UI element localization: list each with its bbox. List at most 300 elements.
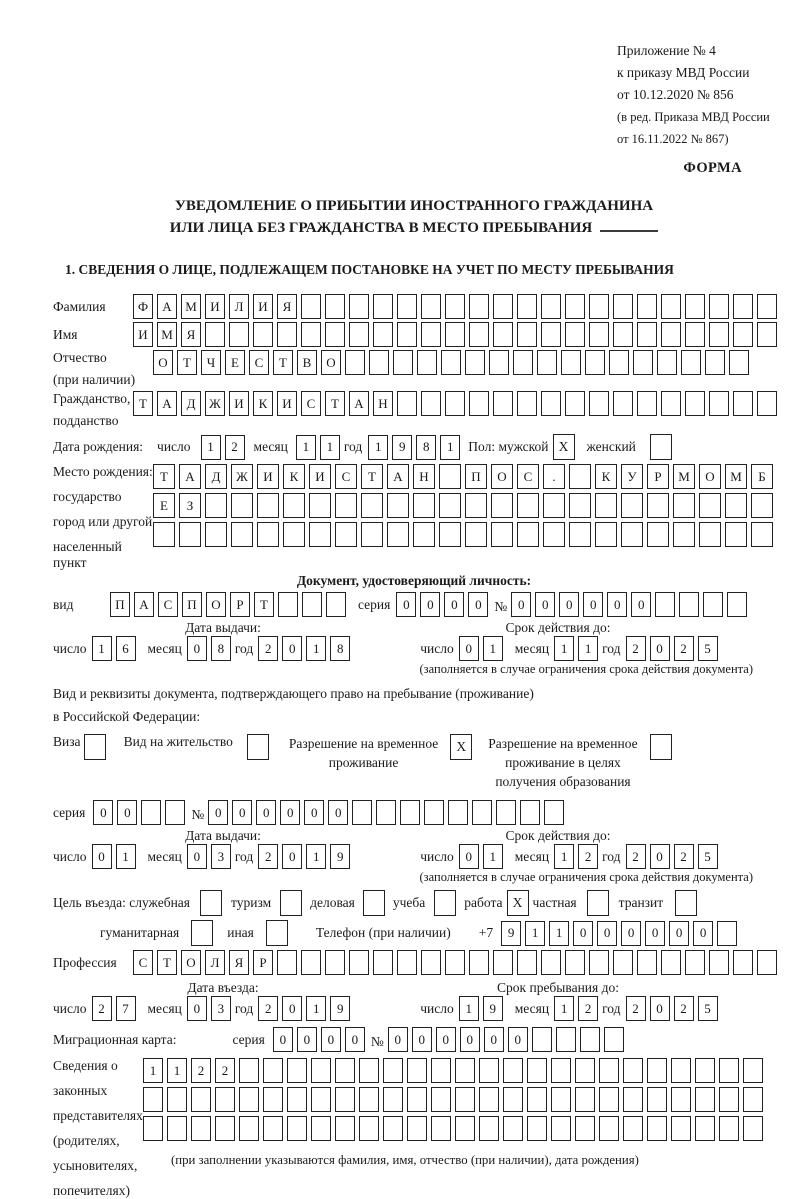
char-cell[interactable]: 2 bbox=[258, 844, 278, 869]
char-cell[interactable]: Т bbox=[273, 350, 293, 375]
char-cell[interactable] bbox=[719, 1116, 739, 1141]
char-cell[interactable]: 5 bbox=[698, 996, 718, 1021]
char-cell[interactable]: Л bbox=[205, 950, 225, 975]
char-cell[interactable]: 0 bbox=[583, 592, 603, 617]
char-cell[interactable] bbox=[302, 592, 322, 617]
char-cell[interactable] bbox=[637, 950, 657, 975]
char-cell[interactable]: 1 bbox=[554, 996, 574, 1021]
char-cell[interactable] bbox=[455, 1116, 475, 1141]
char-cell[interactable]: О bbox=[699, 464, 721, 489]
char-cell[interactable]: 0 bbox=[444, 592, 464, 617]
char-cell[interactable] bbox=[595, 522, 617, 547]
char-cell[interactable]: 0 bbox=[459, 636, 479, 661]
char-cell[interactable] bbox=[239, 1087, 259, 1112]
char-cell[interactable] bbox=[359, 1058, 379, 1083]
char-cell[interactable] bbox=[349, 322, 369, 347]
char-cell[interactable] bbox=[441, 350, 461, 375]
char-cell[interactable] bbox=[609, 350, 629, 375]
char-cell[interactable]: С bbox=[301, 391, 321, 416]
char-cell[interactable] bbox=[373, 294, 393, 319]
char-cell[interactable]: Р bbox=[253, 950, 273, 975]
char-cell[interactable]: М bbox=[181, 294, 201, 319]
char-cell[interactable] bbox=[623, 1087, 643, 1112]
char-cell[interactable]: И bbox=[309, 464, 331, 489]
char-cell[interactable] bbox=[725, 522, 747, 547]
char-cell[interactable] bbox=[229, 322, 249, 347]
char-cell[interactable] bbox=[393, 350, 413, 375]
char-cell[interactable] bbox=[231, 522, 253, 547]
char-cell[interactable] bbox=[349, 950, 369, 975]
residence-permit-checkbox[interactable] bbox=[247, 734, 269, 760]
char-cell[interactable]: И bbox=[229, 391, 249, 416]
temp-residence-edu-checkbox[interactable] bbox=[650, 734, 672, 760]
char-cell[interactable] bbox=[283, 493, 305, 518]
char-cell[interactable] bbox=[263, 1087, 283, 1112]
char-cell[interactable] bbox=[455, 1058, 475, 1083]
char-cell[interactable] bbox=[661, 294, 681, 319]
char-cell[interactable] bbox=[287, 1087, 307, 1112]
char-cell[interactable] bbox=[729, 350, 749, 375]
char-cell[interactable]: 0 bbox=[273, 1027, 293, 1052]
char-cell[interactable] bbox=[311, 1116, 331, 1141]
purpose-business-checkbox[interactable] bbox=[363, 890, 385, 916]
char-cell[interactable] bbox=[205, 322, 225, 347]
char-cell[interactable]: 1 bbox=[320, 435, 340, 460]
char-cell[interactable] bbox=[421, 322, 441, 347]
char-cell[interactable] bbox=[541, 294, 561, 319]
char-cell[interactable] bbox=[637, 391, 657, 416]
char-cell[interactable] bbox=[685, 294, 705, 319]
char-cell[interactable] bbox=[369, 350, 389, 375]
purpose-official-checkbox[interactable] bbox=[200, 890, 222, 916]
char-cell[interactable] bbox=[455, 1087, 475, 1112]
char-cell[interactable]: 0 bbox=[650, 844, 670, 869]
char-cell[interactable] bbox=[469, 294, 489, 319]
char-cell[interactable] bbox=[569, 493, 591, 518]
char-cell[interactable] bbox=[671, 1058, 691, 1083]
char-cell[interactable] bbox=[383, 1058, 403, 1083]
char-cell[interactable] bbox=[493, 322, 513, 347]
char-cell[interactable]: 6 bbox=[116, 636, 136, 661]
char-cell[interactable] bbox=[311, 1087, 331, 1112]
char-cell[interactable]: П bbox=[465, 464, 487, 489]
char-cell[interactable] bbox=[695, 1116, 715, 1141]
char-cell[interactable] bbox=[496, 800, 516, 825]
char-cell[interactable] bbox=[277, 950, 297, 975]
char-cell[interactable]: 0 bbox=[436, 1027, 456, 1052]
char-cell[interactable]: 0 bbox=[187, 996, 207, 1021]
char-cell[interactable] bbox=[383, 1116, 403, 1141]
char-cell[interactable] bbox=[551, 1058, 571, 1083]
char-cell[interactable] bbox=[439, 522, 461, 547]
char-cell[interactable] bbox=[517, 493, 539, 518]
char-cell[interactable] bbox=[287, 1058, 307, 1083]
char-cell[interactable] bbox=[335, 522, 357, 547]
char-cell[interactable]: А bbox=[179, 464, 201, 489]
char-cell[interactable]: 8 bbox=[416, 435, 436, 460]
char-cell[interactable] bbox=[757, 950, 777, 975]
char-cell[interactable] bbox=[413, 522, 435, 547]
sex-male-checkbox[interactable]: X bbox=[553, 434, 575, 460]
char-cell[interactable] bbox=[569, 464, 591, 489]
char-cell[interactable]: Я bbox=[181, 322, 201, 347]
char-cell[interactable]: 0 bbox=[345, 1027, 365, 1052]
char-cell[interactable] bbox=[613, 950, 633, 975]
char-cell[interactable]: Д bbox=[205, 464, 227, 489]
char-cell[interactable] bbox=[397, 950, 417, 975]
char-cell[interactable]: К bbox=[283, 464, 305, 489]
char-cell[interactable]: Р bbox=[647, 464, 669, 489]
char-cell[interactable] bbox=[733, 294, 753, 319]
char-cell[interactable] bbox=[532, 1027, 552, 1052]
char-cell[interactable]: 0 bbox=[282, 844, 302, 869]
char-cell[interactable] bbox=[445, 950, 465, 975]
char-cell[interactable] bbox=[417, 350, 437, 375]
char-cell[interactable] bbox=[589, 391, 609, 416]
char-cell[interactable]: И bbox=[257, 464, 279, 489]
char-cell[interactable]: 0 bbox=[559, 592, 579, 617]
char-cell[interactable] bbox=[599, 1116, 619, 1141]
purpose-other-checkbox[interactable] bbox=[266, 920, 288, 946]
char-cell[interactable]: 9 bbox=[330, 996, 350, 1021]
char-cell[interactable] bbox=[311, 1058, 331, 1083]
char-cell[interactable] bbox=[671, 1116, 691, 1141]
char-cell[interactable] bbox=[733, 391, 753, 416]
char-cell[interactable] bbox=[445, 294, 465, 319]
visa-checkbox[interactable] bbox=[84, 734, 106, 760]
char-cell[interactable]: 0 bbox=[597, 921, 617, 946]
char-cell[interactable] bbox=[647, 1087, 667, 1112]
char-cell[interactable]: 2 bbox=[225, 435, 245, 460]
char-cell[interactable] bbox=[637, 322, 657, 347]
char-cell[interactable] bbox=[335, 1116, 355, 1141]
char-cell[interactable]: Я bbox=[229, 950, 249, 975]
char-cell[interactable] bbox=[431, 1116, 451, 1141]
char-cell[interactable] bbox=[407, 1058, 427, 1083]
char-cell[interactable]: 2 bbox=[578, 996, 598, 1021]
char-cell[interactable]: И bbox=[205, 294, 225, 319]
char-cell[interactable] bbox=[439, 493, 461, 518]
char-cell[interactable] bbox=[469, 322, 489, 347]
char-cell[interactable]: Н bbox=[373, 391, 393, 416]
char-cell[interactable] bbox=[520, 800, 540, 825]
char-cell[interactable] bbox=[335, 493, 357, 518]
char-cell[interactable]: Ф bbox=[133, 294, 153, 319]
char-cell[interactable] bbox=[671, 1087, 691, 1112]
char-cell[interactable] bbox=[325, 322, 345, 347]
char-cell[interactable] bbox=[621, 493, 643, 518]
char-cell[interactable] bbox=[517, 322, 537, 347]
char-cell[interactable] bbox=[551, 1116, 571, 1141]
char-cell[interactable]: 0 bbox=[535, 592, 555, 617]
char-cell[interactable] bbox=[491, 522, 513, 547]
char-cell[interactable]: 0 bbox=[420, 592, 440, 617]
char-cell[interactable] bbox=[613, 294, 633, 319]
char-cell[interactable] bbox=[695, 1087, 715, 1112]
char-cell[interactable]: 2 bbox=[674, 636, 694, 661]
char-cell[interactable] bbox=[309, 522, 331, 547]
char-cell[interactable] bbox=[359, 1087, 379, 1112]
char-cell[interactable]: 2 bbox=[92, 996, 112, 1021]
char-cell[interactable] bbox=[537, 350, 557, 375]
char-cell[interactable] bbox=[673, 522, 695, 547]
char-cell[interactable] bbox=[263, 1116, 283, 1141]
char-cell[interactable]: 0 bbox=[645, 921, 665, 946]
char-cell[interactable]: 0 bbox=[396, 592, 416, 617]
char-cell[interactable]: П bbox=[182, 592, 202, 617]
char-cell[interactable] bbox=[349, 294, 369, 319]
char-cell[interactable] bbox=[215, 1116, 235, 1141]
purpose-transit-checkbox[interactable] bbox=[675, 890, 697, 916]
char-cell[interactable]: 1 bbox=[306, 844, 326, 869]
char-cell[interactable]: А bbox=[387, 464, 409, 489]
char-cell[interactable] bbox=[517, 950, 537, 975]
sex-female-checkbox[interactable] bbox=[650, 434, 672, 460]
char-cell[interactable]: 0 bbox=[187, 844, 207, 869]
char-cell[interactable]: 0 bbox=[573, 921, 593, 946]
char-cell[interactable]: Т bbox=[153, 464, 175, 489]
char-cell[interactable]: 2 bbox=[578, 844, 598, 869]
char-cell[interactable]: 0 bbox=[669, 921, 689, 946]
char-cell[interactable] bbox=[489, 350, 509, 375]
char-cell[interactable] bbox=[637, 294, 657, 319]
char-cell[interactable]: П bbox=[110, 592, 130, 617]
char-cell[interactable]: 0 bbox=[631, 592, 651, 617]
char-cell[interactable] bbox=[743, 1087, 763, 1112]
char-cell[interactable] bbox=[479, 1058, 499, 1083]
char-cell[interactable] bbox=[517, 391, 537, 416]
char-cell[interactable] bbox=[681, 350, 701, 375]
char-cell[interactable]: М bbox=[725, 464, 747, 489]
char-cell[interactable] bbox=[699, 493, 721, 518]
char-cell[interactable] bbox=[527, 1116, 547, 1141]
char-cell[interactable] bbox=[143, 1087, 163, 1112]
char-cell[interactable]: . bbox=[543, 464, 565, 489]
char-cell[interactable] bbox=[479, 1087, 499, 1112]
char-cell[interactable]: 2 bbox=[674, 996, 694, 1021]
char-cell[interactable]: 8 bbox=[330, 636, 350, 661]
char-cell[interactable] bbox=[165, 800, 185, 825]
char-cell[interactable]: С bbox=[335, 464, 357, 489]
char-cell[interactable]: 1 bbox=[116, 844, 136, 869]
char-cell[interactable] bbox=[491, 493, 513, 518]
char-cell[interactable] bbox=[655, 592, 675, 617]
char-cell[interactable]: 0 bbox=[117, 800, 137, 825]
char-cell[interactable] bbox=[407, 1116, 427, 1141]
char-cell[interactable] bbox=[191, 1116, 211, 1141]
char-cell[interactable]: 0 bbox=[511, 592, 531, 617]
char-cell[interactable] bbox=[397, 294, 417, 319]
char-cell[interactable] bbox=[709, 294, 729, 319]
char-cell[interactable]: С bbox=[133, 950, 153, 975]
char-cell[interactable] bbox=[326, 592, 346, 617]
char-cell[interactable]: 0 bbox=[297, 1027, 317, 1052]
char-cell[interactable]: 2 bbox=[215, 1058, 235, 1083]
char-cell[interactable] bbox=[465, 522, 487, 547]
char-cell[interactable] bbox=[445, 322, 465, 347]
char-cell[interactable]: 0 bbox=[412, 1027, 432, 1052]
char-cell[interactable]: 0 bbox=[388, 1027, 408, 1052]
char-cell[interactable] bbox=[373, 322, 393, 347]
char-cell[interactable] bbox=[647, 493, 669, 518]
char-cell[interactable]: 0 bbox=[282, 636, 302, 661]
char-cell[interactable] bbox=[575, 1116, 595, 1141]
char-cell[interactable] bbox=[493, 950, 513, 975]
char-cell[interactable]: 0 bbox=[693, 921, 713, 946]
char-cell[interactable] bbox=[575, 1058, 595, 1083]
char-cell[interactable]: 1 bbox=[483, 844, 503, 869]
char-cell[interactable] bbox=[595, 493, 617, 518]
char-cell[interactable] bbox=[397, 391, 417, 416]
char-cell[interactable] bbox=[359, 1116, 379, 1141]
char-cell[interactable] bbox=[673, 493, 695, 518]
char-cell[interactable] bbox=[613, 322, 633, 347]
char-cell[interactable]: М bbox=[673, 464, 695, 489]
char-cell[interactable]: 0 bbox=[92, 844, 112, 869]
char-cell[interactable] bbox=[647, 1116, 667, 1141]
char-cell[interactable] bbox=[727, 592, 747, 617]
char-cell[interactable] bbox=[733, 322, 753, 347]
char-cell[interactable]: О bbox=[491, 464, 513, 489]
char-cell[interactable] bbox=[239, 1058, 259, 1083]
char-cell[interactable] bbox=[153, 522, 175, 547]
char-cell[interactable]: 9 bbox=[330, 844, 350, 869]
char-cell[interactable] bbox=[376, 800, 396, 825]
char-cell[interactable] bbox=[277, 322, 297, 347]
char-cell[interactable] bbox=[647, 522, 669, 547]
char-cell[interactable]: 7 bbox=[116, 996, 136, 1021]
char-cell[interactable]: 0 bbox=[460, 1027, 480, 1052]
char-cell[interactable]: 2 bbox=[626, 636, 646, 661]
temp-residence-checkbox[interactable]: X bbox=[450, 734, 472, 760]
char-cell[interactable] bbox=[493, 391, 513, 416]
char-cell[interactable] bbox=[301, 294, 321, 319]
char-cell[interactable] bbox=[589, 950, 609, 975]
char-cell[interactable]: 1 bbox=[525, 921, 545, 946]
char-cell[interactable]: А bbox=[157, 294, 177, 319]
char-cell[interactable] bbox=[599, 1087, 619, 1112]
char-cell[interactable] bbox=[719, 1058, 739, 1083]
char-cell[interactable] bbox=[278, 592, 298, 617]
char-cell[interactable] bbox=[551, 1087, 571, 1112]
char-cell[interactable]: Н bbox=[413, 464, 435, 489]
char-cell[interactable]: А bbox=[134, 592, 154, 617]
char-cell[interactable] bbox=[179, 522, 201, 547]
char-cell[interactable] bbox=[361, 493, 383, 518]
char-cell[interactable]: 1 bbox=[483, 636, 503, 661]
purpose-study-checkbox[interactable] bbox=[434, 890, 456, 916]
char-cell[interactable]: С bbox=[517, 464, 539, 489]
char-cell[interactable] bbox=[703, 592, 723, 617]
char-cell[interactable]: 0 bbox=[93, 800, 113, 825]
char-cell[interactable]: О bbox=[181, 950, 201, 975]
char-cell[interactable] bbox=[465, 493, 487, 518]
char-cell[interactable]: 0 bbox=[208, 800, 228, 825]
char-cell[interactable]: 0 bbox=[256, 800, 276, 825]
char-cell[interactable] bbox=[335, 1087, 355, 1112]
char-cell[interactable] bbox=[751, 522, 773, 547]
char-cell[interactable] bbox=[421, 294, 441, 319]
char-cell[interactable]: Ч bbox=[201, 350, 221, 375]
char-cell[interactable]: 0 bbox=[280, 800, 300, 825]
char-cell[interactable]: 1 bbox=[459, 996, 479, 1021]
char-cell[interactable]: Ж bbox=[205, 391, 225, 416]
char-cell[interactable]: 1 bbox=[440, 435, 460, 460]
char-cell[interactable] bbox=[685, 950, 705, 975]
char-cell[interactable]: 1 bbox=[554, 636, 574, 661]
char-cell[interactable] bbox=[695, 1058, 715, 1083]
char-cell[interactable] bbox=[589, 322, 609, 347]
char-cell[interactable] bbox=[541, 322, 561, 347]
char-cell[interactable] bbox=[335, 1058, 355, 1083]
char-cell[interactable] bbox=[239, 1116, 259, 1141]
char-cell[interactable]: Т bbox=[133, 391, 153, 416]
char-cell[interactable] bbox=[513, 350, 533, 375]
char-cell[interactable] bbox=[621, 522, 643, 547]
char-cell[interactable] bbox=[325, 294, 345, 319]
char-cell[interactable] bbox=[469, 391, 489, 416]
char-cell[interactable] bbox=[373, 950, 393, 975]
char-cell[interactable] bbox=[685, 391, 705, 416]
char-cell[interactable] bbox=[633, 350, 653, 375]
char-cell[interactable] bbox=[479, 1116, 499, 1141]
char-cell[interactable]: Т bbox=[361, 464, 383, 489]
char-cell[interactable]: 0 bbox=[650, 636, 670, 661]
char-cell[interactable] bbox=[647, 1058, 667, 1083]
char-cell[interactable] bbox=[661, 391, 681, 416]
char-cell[interactable] bbox=[556, 1027, 576, 1052]
char-cell[interactable] bbox=[191, 1087, 211, 1112]
char-cell[interactable] bbox=[709, 950, 729, 975]
purpose-humanitarian-checkbox[interactable] bbox=[191, 920, 213, 946]
char-cell[interactable] bbox=[413, 493, 435, 518]
char-cell[interactable] bbox=[215, 1087, 235, 1112]
char-cell[interactable] bbox=[283, 522, 305, 547]
char-cell[interactable] bbox=[527, 1058, 547, 1083]
char-cell[interactable] bbox=[407, 1087, 427, 1112]
char-cell[interactable]: К bbox=[595, 464, 617, 489]
char-cell[interactable]: К bbox=[253, 391, 273, 416]
char-cell[interactable]: 0 bbox=[459, 844, 479, 869]
char-cell[interactable] bbox=[623, 1116, 643, 1141]
char-cell[interactable]: 1 bbox=[201, 435, 221, 460]
char-cell[interactable] bbox=[743, 1058, 763, 1083]
char-cell[interactable] bbox=[544, 800, 564, 825]
char-cell[interactable] bbox=[613, 391, 633, 416]
char-cell[interactable]: Я bbox=[277, 294, 297, 319]
char-cell[interactable] bbox=[383, 1087, 403, 1112]
char-cell[interactable] bbox=[424, 800, 444, 825]
char-cell[interactable] bbox=[599, 1058, 619, 1083]
char-cell[interactable]: И bbox=[277, 391, 297, 416]
char-cell[interactable] bbox=[469, 950, 489, 975]
char-cell[interactable] bbox=[325, 950, 345, 975]
char-cell[interactable] bbox=[757, 322, 777, 347]
char-cell[interactable] bbox=[657, 350, 677, 375]
char-cell[interactable] bbox=[205, 522, 227, 547]
char-cell[interactable] bbox=[517, 522, 539, 547]
char-cell[interactable] bbox=[301, 322, 321, 347]
char-cell[interactable] bbox=[231, 493, 253, 518]
char-cell[interactable]: 0 bbox=[607, 592, 627, 617]
char-cell[interactable]: О bbox=[153, 350, 173, 375]
char-cell[interactable]: 3 bbox=[211, 844, 231, 869]
char-cell[interactable] bbox=[661, 322, 681, 347]
char-cell[interactable] bbox=[561, 350, 581, 375]
char-cell[interactable] bbox=[400, 800, 420, 825]
char-cell[interactable] bbox=[517, 294, 537, 319]
char-cell[interactable]: 1 bbox=[306, 996, 326, 1021]
